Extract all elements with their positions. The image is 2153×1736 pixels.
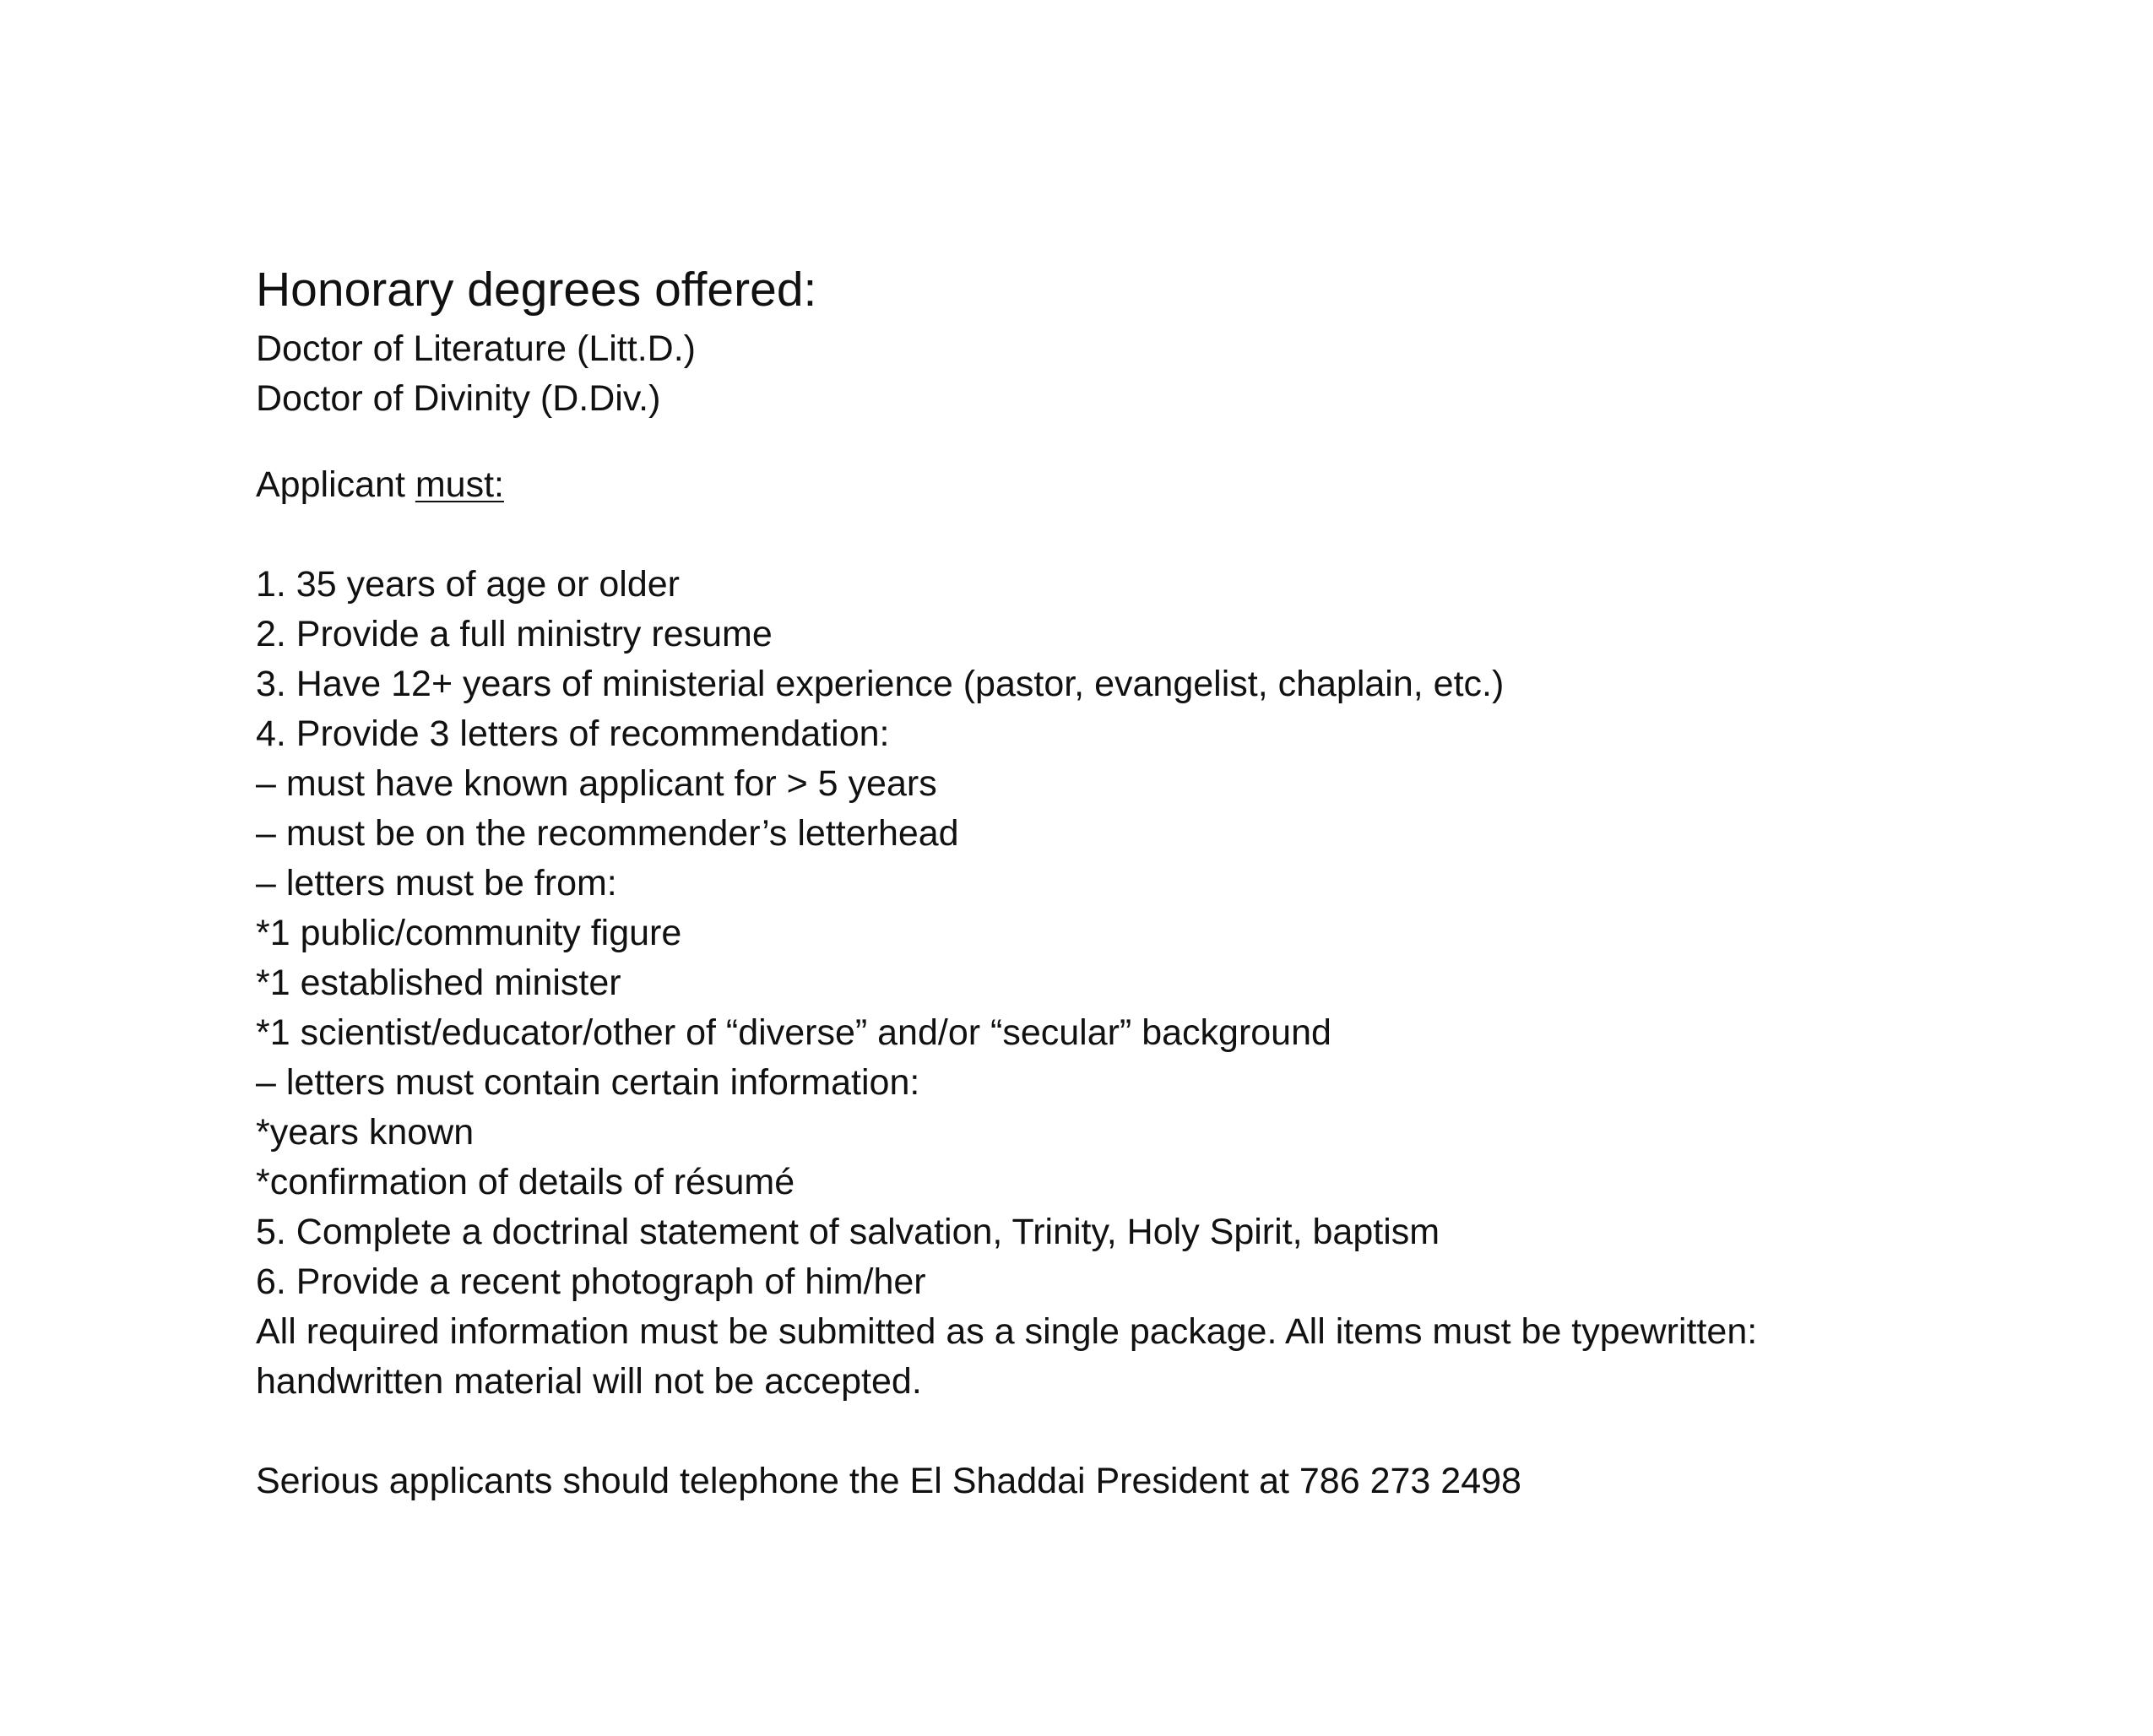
requirement-4-letters-from: – letters must be from: xyxy=(256,863,617,903)
degree-litt-d: Doctor of Literature (Litt.D.) xyxy=(256,328,696,369)
submission-line-2: handwritten material will not be accepted. xyxy=(256,1361,922,1402)
contact-line: Serious applicants should telephone the El Shaddai President at 786 273 2498 xyxy=(256,1461,1521,1501)
requirement-4-known-years: – must have known applicant for > 5 years xyxy=(256,763,937,804)
requirement-1: 1. 35 years of age or older xyxy=(256,564,680,605)
requirement-4-letter-contents: – letters must contain certain information: xyxy=(256,1062,920,1103)
requirement-4-public-figure: *1 public/community figure xyxy=(256,913,682,953)
requirement-4: 4. Provide 3 letters of recommendation: xyxy=(256,713,890,754)
requirement-2: 2. Provide a full ministry resume xyxy=(256,614,773,654)
must-underlined: must: xyxy=(415,464,504,505)
requirement-4-years-known: *years known xyxy=(256,1112,475,1153)
submission-line-1: All required information must be submitted as a single package. All items must be typewritten: xyxy=(256,1311,1758,1352)
page-heading: Honorary degrees offered: xyxy=(256,263,817,317)
requirement-6: 6. Provide a recent photograph of him/her xyxy=(256,1261,926,1302)
requirement-4-minister: *1 established minister xyxy=(256,963,621,1003)
requirement-4-letterhead: – must be on the recommender’s letterhead xyxy=(256,813,959,854)
requirement-3: 3. Have 12+ years of ministerial experience (pastor, evangelist, chaplain, etc.) xyxy=(256,664,1505,704)
degree-d-div: Doctor of Divinity (D.Div.) xyxy=(256,378,661,419)
applicant-must-line xyxy=(256,461,504,508)
requirement-4-confirmation: *confirmation of details of résumé xyxy=(256,1162,795,1202)
requirement-4-scientist: *1 scientist/educator/other of “diverse” and/or “secular” background xyxy=(256,1012,1331,1053)
requirement-5: 5. Complete a doctrinal statement of salvation, Trinity, Holy Spirit, baptism xyxy=(256,1212,1440,1252)
applicant-label: Applicant xyxy=(256,464,415,505)
